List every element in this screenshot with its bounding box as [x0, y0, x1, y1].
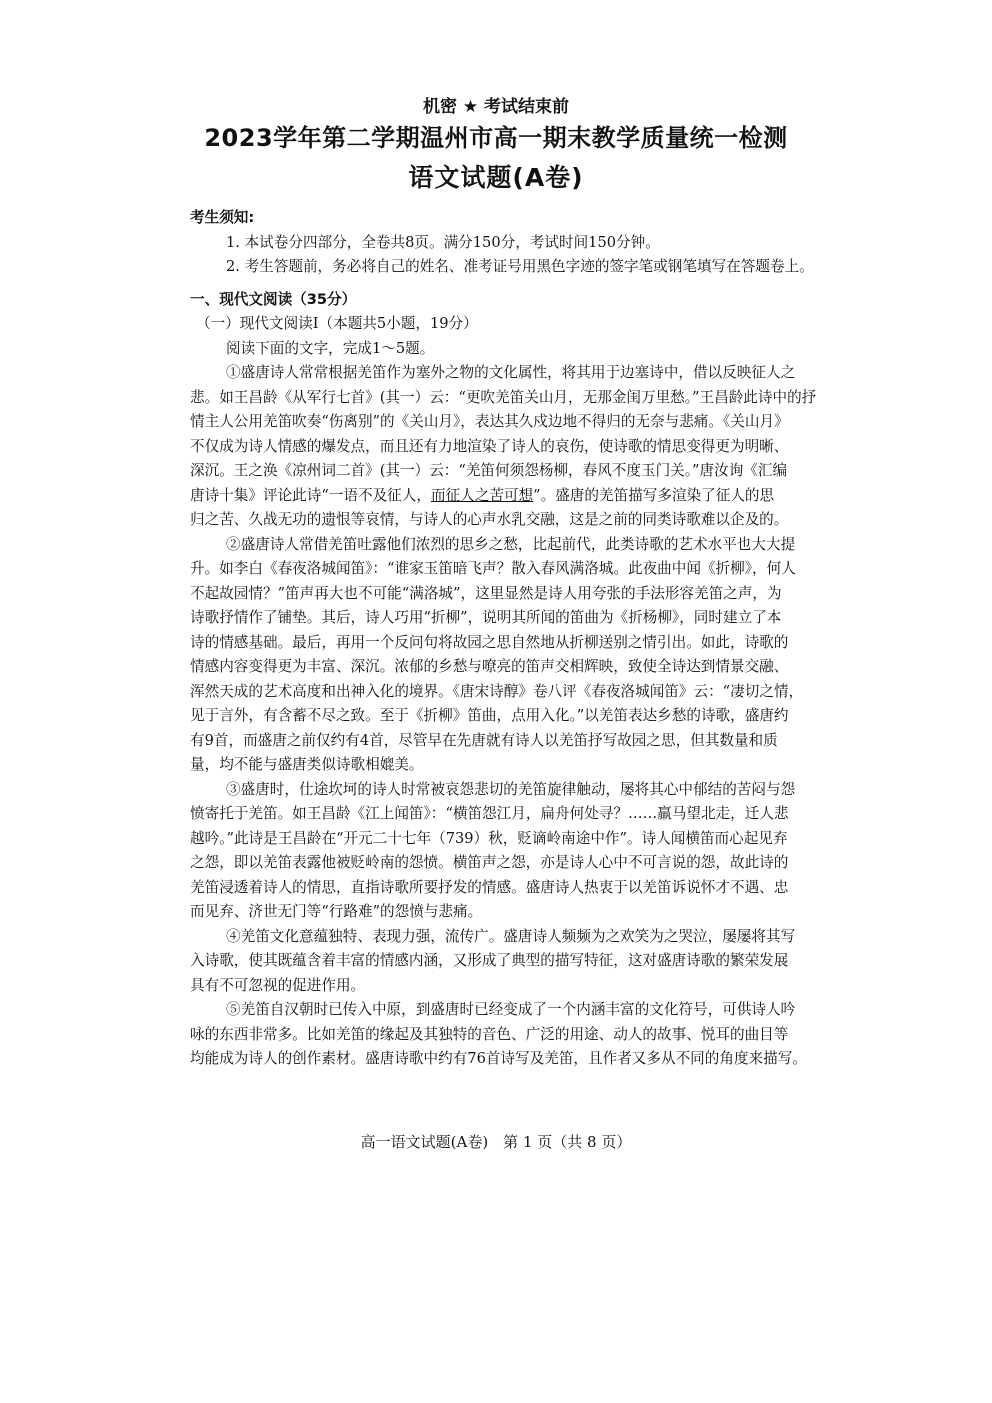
paragraph-line: 之怨，即以羌笛表露他被贬岭南的怨愤。横笛声之怨，亦是诗人心中不可言说的怨，故此诗的 — [190, 854, 789, 871]
underlined-phrase: 而征人之苦可想 — [430, 486, 534, 504]
paragraph-line: 悲。如王昌龄《从军行七首》(其一）云：“更吹羌笛关山月，无那金闺万里愁。”王昌龄此诗中的抒 — [190, 388, 817, 406]
paragraph-line: ④羌笛文化意蕴独特、表现力强，流传广。盛唐诗人频频为之欢笑为之哭泣，屡屡将其写 — [226, 927, 796, 945]
section-subheading: （一）现代文阅读Ⅰ（本题共5小题，19分） — [196, 315, 478, 332]
paragraph-line: 诗歌抒情作了铺垫。其后，诗人巧用“折柳”，说明其所闻的笛曲为《折杨柳》，同时建立了本 — [190, 609, 782, 626]
paragraph-line: 入诗歌，使其既蕴含着丰富的情感内涵，又形成了典型的描写特征，这对盛唐诗歌的繁荣发展 — [190, 952, 789, 969]
paragraph-line: 不仅成为诗人情感的爆发点，而且还有力地渲染了诗人的哀伤，使诗歌的情思变得更为明晰、 — [190, 437, 789, 455]
notice-heading: 考生须知: — [190, 209, 255, 226]
paragraph-line: 情感内容变得更为丰富、深沉。浓郁的乡愁与嘹亮的笛声交相辉映，致使全诗达到情景交融、 — [190, 658, 789, 675]
notice-item-1: 1. 本试卷分四部分，全卷共8页。满分150分，考试时间150分钟。 — [226, 233, 660, 251]
exam-title: 2023学年第二学期温州市高一期末教学质量统一检测 — [204, 124, 788, 152]
reading-instruction: 阅读下面的文字，完成1～5题。 — [226, 339, 435, 357]
paragraph-line — [190, 484, 912, 509]
paragraph-4 — [190, 925, 912, 999]
paragraph-line: 情主人公用羌笛吹奏“伤离别”的《关山月》，表达其久戍边地不得归的无奈与悲痛。《关山月》 — [190, 413, 789, 430]
paragraph-3 — [190, 778, 912, 925]
paragraph-line: 诗的情感基础。最后，再用一个反问句将故园之思自然地从折柳送别之情引出。如此，诗歌的 — [190, 633, 789, 651]
paragraph-line: ⑤羌笛自汉朝时已传入中原，到盛唐时已经变成了一个内涵丰富的文化符号，可供诗人吟 — [226, 1001, 796, 1018]
paragraph-line: ②盛唐诗人常借羌笛吐露他们浓烈的思乡之愁，比起前代，此类诗歌的艺术水平也大大提 — [226, 535, 796, 553]
paragraph-line: 愤寄托于羌笛。如王昌龄《江上闻笛》：“横笛怨江月，扁舟何处寻？……羸马望北走，迁人悲 — [190, 805, 789, 822]
text-segment: ”。盛唐的羌笛描写多渲染了征人的思 — [533, 486, 775, 504]
paragraph-2 — [190, 533, 912, 778]
paragraph-line: 越吟。”此诗是王昌龄在“开元二十七年（739）秋，贬谪岭南途中作”。诗人闻横笛而心起见弃 — [190, 829, 788, 847]
paragraph-line: 浑然天成的艺术高度和出神入化的境界。《唐宋诗醇》卷八评《春夜洛城闻笛》云：“凄切之情， — [190, 682, 804, 700]
paragraph-line: 升。如李白《春夜洛城闻笛》：“谁家玉笛暗飞声？散入春风满洛城。此夜曲中闻《折柳》，何人 — [190, 560, 796, 577]
confidential-line: 机密 ★ 考试结束前 — [422, 97, 570, 117]
page-footer: 高一语文试题(A卷) 第 1 页（共 8 页） — [360, 1133, 632, 1151]
paragraph-line: ①盛唐诗人常常根据羌笛作为塞外之物的文化属性，将其用于边塞诗中，借以反映征人之 — [226, 364, 796, 381]
paragraph-line: 归之苦、久战无功的遗恨等哀情，与诗人的心声水乳交融，这是之前的同类诗歌难以企及的。 — [190, 511, 789, 528]
paragraph-5 — [190, 998, 912, 1072]
exam-body — [190, 206, 912, 1072]
paragraph-line: 有9首，而盛唐之前仅约有4首，尽管早在先唐就有诗人以羌笛抒写故园之思，但其数量和质 — [190, 731, 778, 749]
text-segment: 唐诗十集》评论此诗“一语不及征人， — [190, 486, 431, 504]
paragraph-line: 见于言外，有含蓄不尽之致。至于《折柳》笛曲，点用入化。”以羌笛表达乡愁的诗歌，盛唐约 — [190, 707, 789, 724]
paragraph-line: 具有不可忽视的促进作用。 — [190, 976, 366, 994]
paragraph-line: 而见弃、济世无门等“行路难”的怨愤与悲痛。 — [190, 903, 483, 920]
paragraph-line: ③盛唐时，仕途坎坷的诗人时常被哀怨悲切的羌笛旋律触动，屡将其心中郁结的苦闷与怨 — [226, 780, 796, 798]
paragraph-line: 羌笛浸透着诗人的情思，直指诗歌所要抒发的情感。盛唐诗人热衷于以羌笛诉说怀才不遇、忠 — [190, 878, 789, 896]
paragraph-line: 咏的东西非常多。比如羌笛的缘起及其独特的音色、广泛的用途、动人的故事、悦耳的曲目等 — [190, 1025, 789, 1043]
paragraph-line: 均能成为诗人的创作素材。盛唐诗歌中约有76首诗写及羌笛，且作者又多从不同的角度来描写。 — [190, 1050, 807, 1067]
paragraph-line: 不起故园情？”笛声再大也不可能“满洛城”，这里显然是诗人用夸张的手法形容羌笛之声，为 — [190, 584, 782, 602]
section-heading: 一、现代文阅读（35分） — [190, 290, 357, 308]
exam-subtitle: 语文试题(A卷) — [408, 163, 584, 192]
paragraph-line: 深沉。王之涣《凉州词二首》(其一）云：“羌笛何须怨杨柳，春风不度玉门关。”唐汝询《汇编 — [190, 462, 788, 479]
notice-item-2: 2. 考生答题前，务必将自己的姓名、准考证号用黑色字迹的签字笔或钢笔填写在答题卷上。 — [226, 258, 814, 275]
paragraph-line: 量，均不能与盛唐类似诗歌相媲美。 — [190, 756, 424, 773]
paragraph-1 — [190, 361, 912, 533]
